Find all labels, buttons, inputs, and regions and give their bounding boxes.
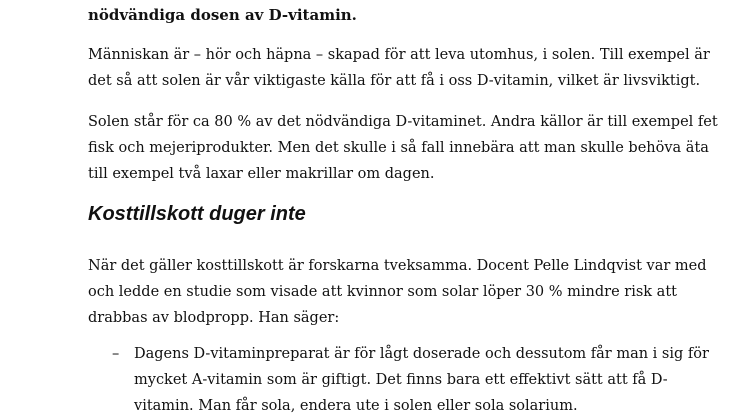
paragraph-vitamin-sources	[88, 109, 718, 187]
paragraph-line: Solen står för ca 80 % av det nödvändiga D-vitaminet. Andra källor är till exempel fet	[88, 114, 718, 130]
quote-line: mycket A-vitamin som är giftigt. Det finns bara ett effektivt sätt att få D-	[134, 372, 668, 388]
paragraph-line: till exempel två laxar eller makrillar om dagen.	[88, 166, 435, 182]
lead-sentence-fragment: nödvändiga dosen av D-vitamin.	[88, 6, 357, 24]
quote-line: Dagens D-vitaminpreparat är för lågt doserade och dessutom får man i sig för	[134, 346, 709, 362]
paragraph-line: När det gäller kosttillskott är forskarna tveksamma. Docent Pelle Lindqvist var med	[88, 258, 707, 274]
section-heading: Kosttillskott duger inte	[88, 203, 306, 225]
paragraph-line: och ledde en studie som visade att kvinnor som solar löper 30 % mindre risk att	[88, 284, 677, 300]
paragraph-line: det så att solen är vår viktigaste källa för att få i oss D-vitamin, vilket är livsviktigt.	[88, 73, 701, 89]
paragraph-line: Människan är – hör och häpna – skapad för att leva utomhus, i solen. Till exempel är	[88, 47, 710, 63]
paragraph-line: fisk och mejeriprodukter. Men det skulle i så fall innebära att man skulle behöva äta	[88, 140, 709, 156]
quote-line: vitamin. Man får sola, endera ute i solen eller sola solarium.	[134, 398, 578, 414]
quote-text	[134, 341, 709, 419]
paragraph-outdoors	[88, 42, 710, 94]
quote-dash: –	[112, 346, 120, 362]
paragraph-supplements	[88, 253, 707, 331]
paragraph-line: drabbas av blodpropp. Han säger:	[88, 310, 340, 326]
